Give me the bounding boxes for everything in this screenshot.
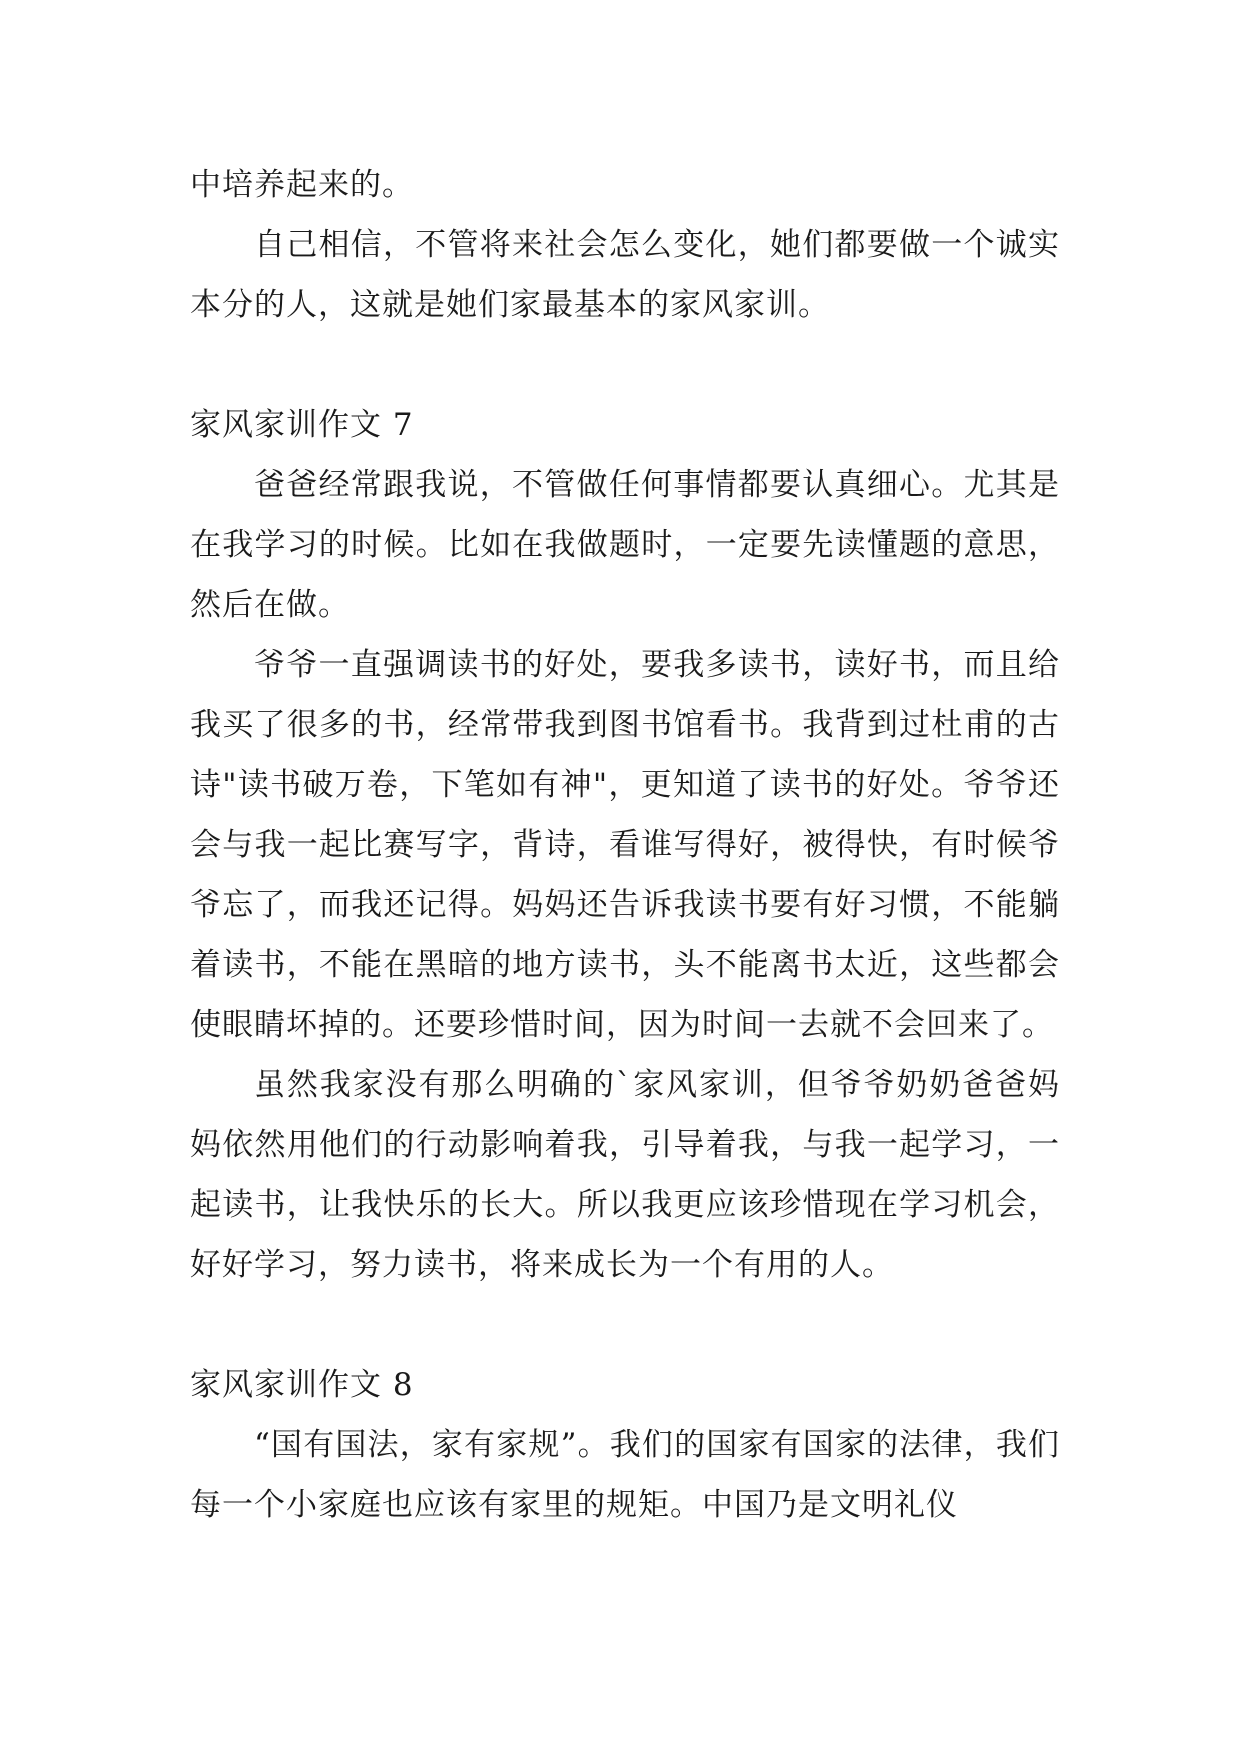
document-body bbox=[190, 155, 1060, 1535]
paragraph-4: 爷爷一直强调读书的好处，要我多读书，读好书，而且给我买了很多的书，经常带我到图书馆看书。我背到过杜甫的古诗"读书破万卷，下笔如有神"，更知道了读书的好处。爷爷还会与我一起比赛写字，背诗，看谁写得好，被得快，有时候爷爷忘了，而我还记得。妈妈还告诉我读书要有好习惯，不能躺着读书，不能在黑暗的地方读书，头不能离书太近，这些都会使眼睛坏掉的。还要珍惜时间，因为时间一去就不会回来了。 bbox=[190, 647, 1060, 1043]
paragraph-5: 虽然我家没有那么明确的`家风家训，但爷爷奶奶爸爸妈妈依然用他们的行动影响着我，引导着我，与我一起学习，一起读书，让我快乐的长大。所以我更应该珍惜现在学习机会，好好学习，努力读书，将来成长为一个有用的人。 bbox=[190, 1067, 1060, 1283]
section-heading-8: 家风家训作文 8 bbox=[190, 1367, 414, 1403]
section-gap bbox=[190, 335, 1060, 395]
paragraph-1: 中培养起来的。 bbox=[190, 167, 414, 203]
section-heading-7: 家风家训作文 7 bbox=[190, 407, 414, 443]
paragraph-6: “国有国法，家有家规”。我们的国家有国家的法律，我们每一个小家庭也应该有家里的规矩。中国乃是文明礼仪 bbox=[190, 1427, 1060, 1523]
paragraph-2: 自己相信，不管将来社会怎么变化，她们都要做一个诚实本分的人，这就是她们家最基本的家风家训。 bbox=[190, 227, 1060, 323]
section-gap bbox=[190, 1295, 1060, 1355]
paragraph-3: 爸爸经常跟我说，不管做任何事情都要认真细心。尤其是在我学习的时候。比如在我做题时，一定要先读懂题的意思，然后在做。 bbox=[190, 467, 1060, 623]
